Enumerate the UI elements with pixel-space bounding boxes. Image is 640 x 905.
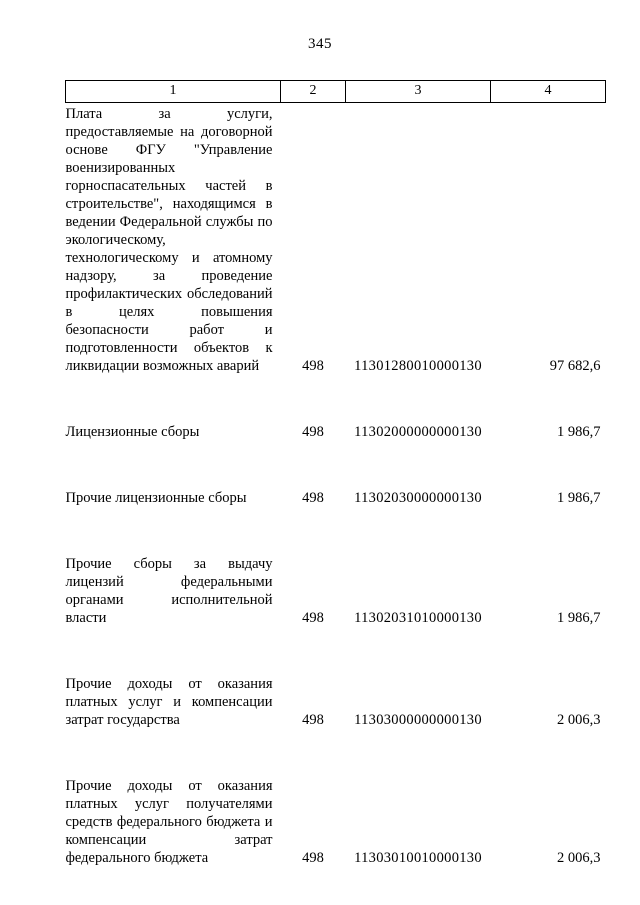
row-name: Прочие лицензионные сборы xyxy=(65,490,247,506)
row-name: Прочие доходы от оказания платных услуг получателями средств федерального бюджета и компенсации затрат федерального бюджета xyxy=(65,778,273,866)
table-header-col-4: 4 xyxy=(491,81,606,103)
table-row xyxy=(66,553,606,673)
table-row xyxy=(66,103,606,422)
row-admin-code: 498 xyxy=(302,850,324,866)
row-name: Прочие сборы за выдачу лицензий федеральными органами исполнительной власти xyxy=(65,556,273,626)
row-name: Плата за услуги, предоставляемые на договорной основе ФГУ "Управление военизированных горноспасательных частей в строительстве", находящимся в ведении Федеральной службы по экологическому, технологическому и атомному надзору, за проведение профилактических обследований в целях повышения безопасности работ и подготовленности объектов к ликвидации возможных аварий xyxy=(65,106,273,374)
table-row xyxy=(66,775,606,875)
row-amount: 2 006,3 xyxy=(557,850,601,866)
row-budget-code: 11302030000000130 xyxy=(354,490,482,506)
row-budget-code: 11301280010000130 xyxy=(354,358,482,374)
table-row xyxy=(66,487,606,553)
row-admin-code: 498 xyxy=(302,358,324,374)
table-header-col-2: 2 xyxy=(281,81,346,103)
row-admin-code: 498 xyxy=(302,610,324,626)
row-admin-code: 498 xyxy=(302,490,324,506)
row-admin-code: 498 xyxy=(302,712,324,728)
table-row xyxy=(66,421,606,487)
page-number: 345 xyxy=(308,36,332,52)
row-amount: 1 986,7 xyxy=(557,610,601,626)
row-budget-code: 11302031010000130 xyxy=(354,610,482,626)
row-amount: 1 986,7 xyxy=(557,424,601,440)
row-amount: 97 682,6 xyxy=(549,358,601,374)
row-amount: 1 986,7 xyxy=(557,490,601,506)
row-budget-code: 11302000000000130 xyxy=(354,424,482,440)
row-admin-code: 498 xyxy=(302,424,324,440)
row-budget-code: 11303000000000130 xyxy=(354,712,482,728)
row-budget-code: 11303010010000130 xyxy=(354,850,482,866)
table-header-row xyxy=(66,81,606,103)
row-name: Прочие доходы от оказания платных услуг и компенсации затрат государства xyxy=(65,676,273,728)
table-row xyxy=(66,673,606,775)
budget-revenue-table xyxy=(65,80,606,875)
table-header-col-3: 3 xyxy=(346,81,491,103)
row-name: Лицензионные сборы xyxy=(65,424,200,440)
row-amount: 2 006,3 xyxy=(557,712,601,728)
table-header-col-1: 1 xyxy=(66,81,281,103)
